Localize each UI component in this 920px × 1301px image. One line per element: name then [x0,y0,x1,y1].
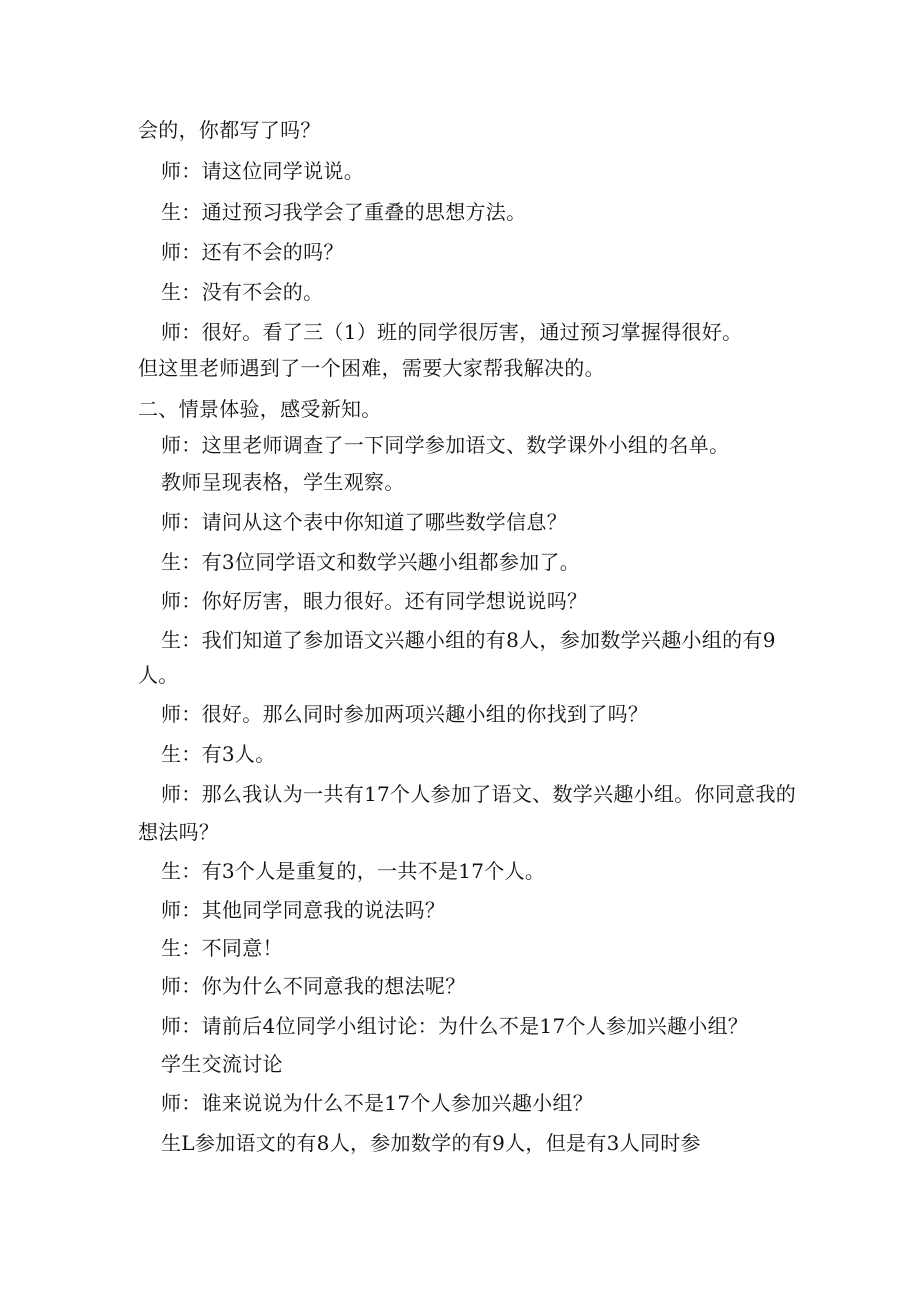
text-line: 师：请前后4位同学小组讨论：为什么不是17个人参加兴趣小组？ [161,1014,749,1038]
text-line: 生：不同意！ [161,936,283,960]
text-line: 师：这里老师调查了一下同学参加语文、数学课外小组的名单。 [161,433,730,457]
text-line: 生：没有不会的。 [161,280,324,304]
text-line: 会的，你都写了吗？ [138,118,321,142]
text-line: 师：还有不会的吗？ [161,240,344,264]
text-line: 教师呈现表格，学生观察。 [161,470,405,494]
text-line: 生：有3个人是重复的，一共不是17个人。 [161,859,546,883]
text-line: 学生交流讨论 [161,1052,283,1076]
text-line: 生：我们知道了参加语文兴趣小组的有8人，参加数学兴趣小组的有9 [161,628,776,652]
section-heading: 二、情景体验，感受新知。 [138,397,382,421]
text-line: 师：请这位同学说说。 [161,159,364,183]
text-line: 师：很好。看了三（1）班的同学很厉害，通过预习掌握得很好。 [161,320,743,344]
text-line: 但这里老师遇到了一个困难，需要大家帮我解决的。 [138,356,605,380]
text-line: 师：请问从这个表中你知道了哪些数学信息？ [161,510,567,534]
text-line: 生：有3位同学语文和数学兴趣小组都参加了。 [161,550,581,574]
text-line: 生：通过预习我学会了重叠的思想方法。 [161,200,527,224]
text-line: 师：谁来说说为什么不是17个人参加兴趣小组？ [161,1091,594,1115]
text-line: 师：那么我认为一共有17个人参加了语文、数学兴趣小组。你同意我的 [161,782,797,806]
text-line: 想法吗？ [138,820,220,844]
text-line: 生：有3人。 [161,742,276,766]
text-line: 师：你好厉害，眼力很好。还有同学想说说吗？ [161,589,588,613]
text-line: 师：很好。那么同时参加两项兴趣小组的你找到了吗？ [161,702,649,726]
text-line: 师：你为什么不同意我的想法呢？ [161,974,466,998]
text-line: 师：其他同学同意我的说法吗？ [161,898,446,922]
text-line: 人。 [138,663,179,687]
text-line: 生L参加语文的有8人，参加数学的有9人，但是有3人同时参 [161,1131,701,1155]
